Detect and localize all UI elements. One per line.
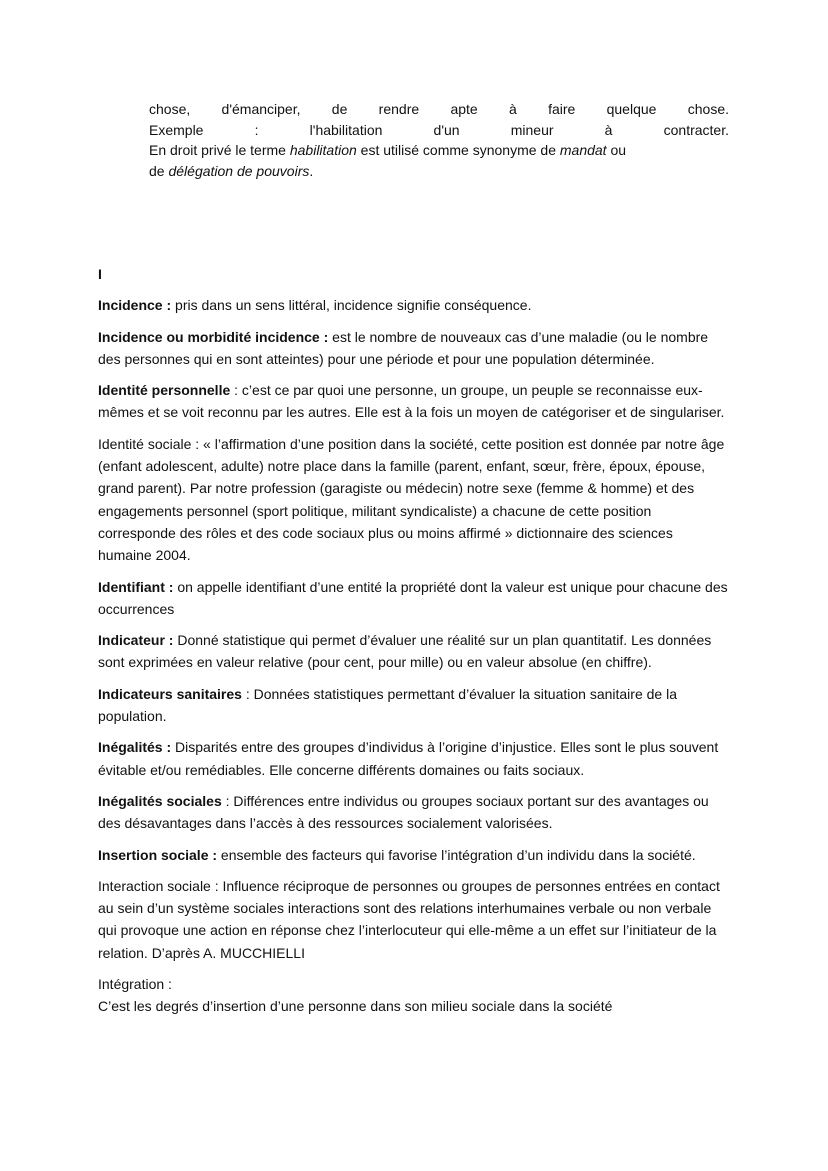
- intro-italic: habilitation: [289, 142, 357, 158]
- entry-inegalites-sociales: [98, 790, 730, 835]
- intro-text: .: [309, 162, 314, 179]
- entry-incidence: [98, 294, 730, 316]
- intro-text: En droit privé le terme: [149, 142, 290, 158]
- entry-definition: pris dans un sens littéral, incidence signifie conséquence.: [171, 297, 532, 314]
- entry-term: Indicateur :: [98, 632, 174, 649]
- entry-term: Insertion sociale :: [98, 846, 218, 863]
- entry-definition: Disparités entre des groupes d’individus à l’origine d’injustice. Elles sont le plus souvent évitable et/ou remédiables. Elle concerne différents domaines ou faits sociaux.: [98, 739, 719, 778]
- entry-definition: : Différences entre individus ou groupes sociaux portant sur des avantages ou des désavantages dans l’accès à des ressources socialement valorisées.: [98, 792, 709, 832]
- entry-definition: on appelle identifiant d’une entité la propriété dont la valeur est unique pour chacune des occurrences: [98, 578, 728, 617]
- entry-indicateurs-sanitaires: [98, 683, 730, 728]
- entry-term: Identité personnelle: [98, 382, 231, 399]
- intro-block: [149, 99, 729, 181]
- entry-term: Incidence :: [98, 297, 172, 314]
- entry-inegalites: [98, 736, 730, 781]
- entry-term: Inégalités :: [98, 739, 172, 756]
- intro-line-4: [149, 161, 729, 182]
- entry-interaction-sociale: [98, 875, 730, 964]
- entry-insertion-sociale: [98, 844, 730, 866]
- integration-definition: C’est les degrés d’insertion d’une personne dans son milieu sociale dans la société: [98, 998, 613, 1015]
- intro-line-3: [149, 140, 729, 161]
- entry-definition: : Données statistiques permettant d’évaluer la situation sanitaire de la population.: [98, 685, 677, 725]
- entry-identite-personnelle: [98, 379, 730, 424]
- intro-italic: mandat: [559, 142, 607, 158]
- integration-term: Intégration :: [98, 976, 172, 993]
- entry-definition: est le nombre de nouveaux cas d’une maladie (ou le nombre des personnes qui en sont atteintes) pour une période et pour une population déterminée.: [98, 328, 709, 367]
- entry-definition: Identité sociale : « l’affirmation d’une position dans la société, cette position est donnée par notre âge (enfant adolescent, adulte) notre place dans la famille (parent, enfant, sœur, frère, époux, épouse, grand parent). Par notre profession (garagiste ou médecin) notre sexe (femme & homme) et des engagements personnel (sport politique, militant syndicaliste) a chacune de cette position corresponde des rôles et des code sociaux plus ou moins affirmé » dictionnaire des sciences humaine 2004.: [98, 435, 725, 564]
- entry-integration: [98, 973, 730, 1018]
- intro-text: ou: [606, 142, 627, 158]
- entry-definition: ensemble des facteurs qui favorise l’intégration d’un individu dans la société.: [217, 846, 696, 863]
- entry-incidence-morbidite: [98, 326, 730, 371]
- intro-line-2: Exemple : l'habilitation d'un mineur à contracter.: [149, 121, 729, 138]
- intro-text: de: [149, 162, 169, 179]
- entry-term: Inégalités sociales: [98, 792, 222, 809]
- intro-line-1: chose, d'émanciper, de rendre apte à faire quelque chose.: [149, 101, 729, 117]
- entry-definition: : c’est ce par quoi une personne, un groupe, un peuple se reconnaisse eux-mêmes et se voit reconnu par les autres. Elle est à la fois un moyen de catégoriser et de singulariser.: [98, 382, 725, 421]
- section-letter: I: [98, 266, 102, 282]
- entry-definition: Interaction sociale : Influence réciproque de personnes ou groupes de personnes entrées en contact au sein d’un système sociales interactions sont des relations interhumaines verbale ou non verbale qui provoque une action en réponse chez l’interlocuteur qui elle-même a un effet sur l’initiateur de la relation. D’après A. MUCCHIELLI: [98, 877, 720, 961]
- glossary-section: [98, 263, 730, 1018]
- entry-term: Indicateurs sanitaires: [98, 685, 242, 702]
- intro-italic: délégation de pouvoirs: [168, 162, 310, 179]
- entry-definition: Donné statistique qui permet d’évaluer une réalité sur un plan quantitatif. Les données sont exprimées en valeur relative (pour cent, pour mille) ou en valeur absolue (en chiffre).: [98, 632, 712, 671]
- entry-identite-sociale: [98, 433, 730, 567]
- entry-term: Identifiant :: [98, 578, 174, 595]
- entry-indicateur: [98, 629, 730, 674]
- intro-text: est utilisé comme synonyme de: [356, 142, 560, 158]
- entry-identifiant: [98, 576, 730, 621]
- entry-term: Incidence ou morbidité incidence :: [98, 328, 329, 345]
